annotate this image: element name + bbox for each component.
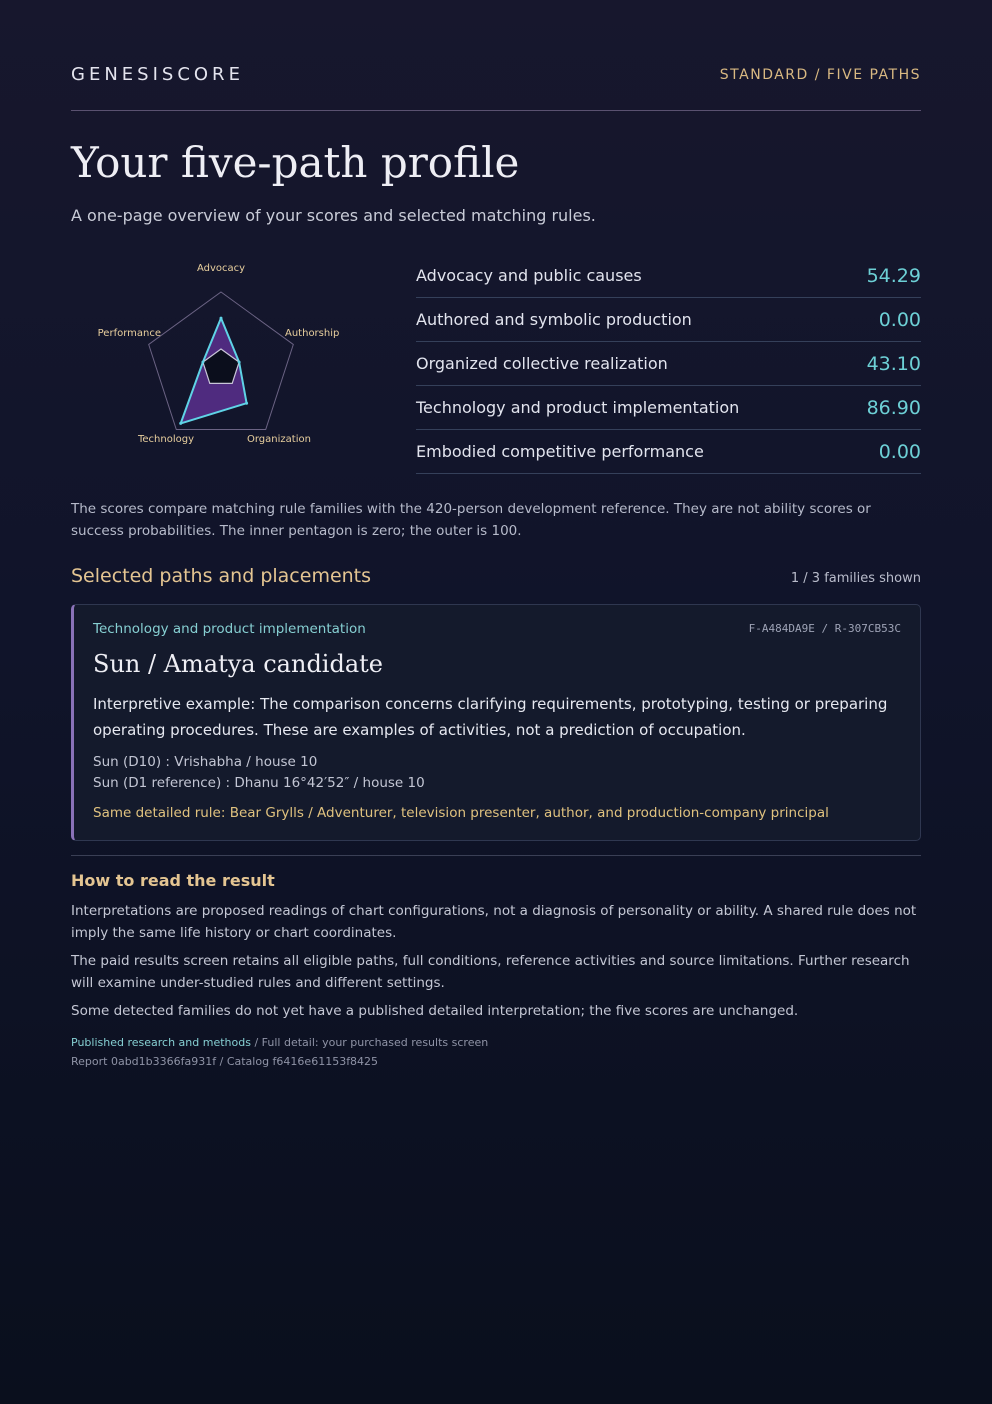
card-title: Sun / Amatya candidate xyxy=(93,650,384,678)
research-link[interactable]: Published research and methods xyxy=(71,1036,251,1049)
section-divider xyxy=(71,855,921,856)
score-label: Authored and symbolic production xyxy=(416,310,692,329)
how-paragraph: The paid results screen retains all eligible paths, full conditions, reference activities and source limitations. Further research will examine under-studied rules and different settings. xyxy=(71,953,910,991)
radar-axis-label: Performance xyxy=(97,328,161,339)
score-value: 54.29 xyxy=(866,265,921,287)
radar-point-advocacy xyxy=(220,317,223,320)
plan-tier: STANDARD / FIVE PATHS xyxy=(719,67,921,83)
footer-links xyxy=(71,1036,488,1049)
same-rule: Same detailed rule: Bear Grylls / Adventurer, television presenter, author, and production-company principal xyxy=(93,805,829,821)
score-note: The scores compare matching rule families with the 420-person development reference. They are not ability scores or success probabilities. The inner pentagon is zero; the outer is 100. xyxy=(71,501,871,539)
card-description: Interpretive example: The comparison concerns clarifying requirements, prototyping, testing or preparing operating procedures. These are examples of activities, not a prediction of occupation. xyxy=(93,695,888,739)
score-value: 0.00 xyxy=(878,441,921,463)
card-code: F-A484DA9E / R-307CB53C xyxy=(748,622,901,635)
section-title: Selected paths and placements xyxy=(71,565,372,587)
score-row xyxy=(416,430,921,474)
radar-point-organization xyxy=(245,402,248,405)
path-card[interactable] xyxy=(71,604,921,841)
radar-axis-label: Advocacy xyxy=(196,263,246,274)
score-value: 43.10 xyxy=(866,353,921,375)
families-count: 1 / 3 families shown xyxy=(790,571,921,586)
how-paragraph: Interpretations are proposed readings of chart configurations, not a diagnosis of personality or ability. A shared rule does not imply the same life history or chart coordinates. xyxy=(71,903,917,941)
score-row xyxy=(416,386,921,430)
radar-chart xyxy=(71,252,371,462)
brand-logo[interactable]: GENESISCORE xyxy=(71,64,244,85)
page-subtitle: A one-page overview of your scores and selected matching rules. xyxy=(71,206,596,225)
how-title: How to read the result xyxy=(71,871,275,890)
section-header xyxy=(71,565,921,591)
score-label: Advocacy and public causes xyxy=(416,266,642,285)
radar-axis-label: Organization xyxy=(247,434,311,445)
radar-point-authorship xyxy=(238,361,241,364)
score-row xyxy=(416,254,921,298)
score-row xyxy=(416,342,921,386)
radar-point-performance xyxy=(201,361,204,364)
score-list xyxy=(416,254,921,474)
score-label: Embodied competitive performance xyxy=(416,442,704,461)
card-category: Technology and product implementation xyxy=(93,621,366,637)
header xyxy=(71,64,921,88)
placement-d1: Sun (D1 reference) : Dhanu 16°42′52″ / house 10 xyxy=(93,775,425,791)
radar-axis-label: Technology xyxy=(137,434,194,445)
report-id: Report 0abd1b3366fa931f / Catalog f6416e61153f8425 xyxy=(71,1055,379,1068)
score-row xyxy=(416,298,921,342)
header-divider xyxy=(71,110,921,111)
score-value: 0.00 xyxy=(878,309,921,331)
radar-axis-label: Authorship xyxy=(285,328,340,339)
how-paragraph: Some detected families do not yet have a published detailed interpretation; the five scores are unchanged. xyxy=(71,1003,799,1019)
placement-d10: Sun (D10) : Vrishabha / house 10 xyxy=(93,754,318,770)
footer-detail: / Full detail: your purchased results screen xyxy=(250,1036,489,1049)
page-title: Your five-path profile xyxy=(71,138,520,187)
score-label: Technology and product implementation xyxy=(416,398,740,417)
radar-point-technology xyxy=(179,422,182,425)
score-value: 86.90 xyxy=(866,397,921,419)
score-label: Organized collective realization xyxy=(416,354,668,373)
